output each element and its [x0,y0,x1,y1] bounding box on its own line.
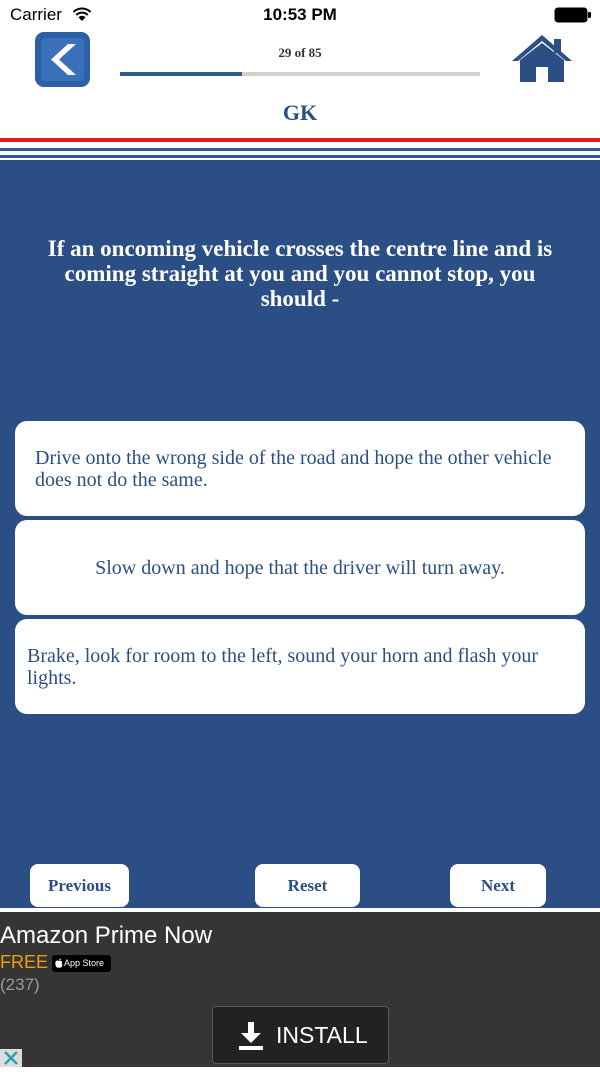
close-icon [0,1049,22,1067]
question-text: If an oncoming vehicle crosses the centre line and is coming straight at you and you cannot stop, you should - [47,236,553,311]
answer-option-label: Slow down and hope that the driver will turn away. [95,556,505,579]
battery-icon [554,7,592,23]
progress-fill [120,72,242,76]
ad-rating-count: (237) [0,975,40,994]
previous-button[interactable]: Previous [30,864,129,907]
category-title: GK [282,100,318,125]
ad-banner[interactable] [0,912,600,1067]
install-button[interactable] [212,1006,389,1064]
apple-icon [55,958,63,968]
home-button[interactable] [510,33,574,83]
back-arrow-icon [35,32,90,87]
reset-button[interactable]: Reset [255,864,360,907]
home-icon [510,33,574,83]
answer-option-3[interactable] [15,619,585,714]
header-divider-blue [0,155,600,158]
progress-bar [120,72,480,76]
status-time: 10:53 PM [263,5,337,24]
answer-option-label: Drive onto the wrong side of the road and hope the other vehicle does not do the same. [35,446,552,491]
question-counter: 29 of 85 [278,45,322,60]
header-divider-red [0,138,600,142]
header-divider-blue [0,148,600,151]
ad-title: Amazon Prime Now [0,922,213,949]
status-bar [0,0,600,30]
download-icon [239,1022,263,1050]
answer-option-label: Brake, look for room to the left, sound your horn and flash your lights. [27,644,539,689]
ad-close-button[interactable] [0,1049,22,1067]
answer-option-1[interactable] [15,421,585,516]
next-button[interactable]: Next [450,864,546,907]
back-button[interactable] [35,32,90,87]
ad-price: FREE [0,952,49,972]
carrier-label: Carrier [10,5,62,24]
install-label: INSTALL [276,1022,368,1048]
app-store-badge-label: App Store [64,958,105,968]
app-store-badge [52,955,111,972]
quiz-panel [0,160,600,908]
answer-option-2[interactable] [15,520,585,615]
